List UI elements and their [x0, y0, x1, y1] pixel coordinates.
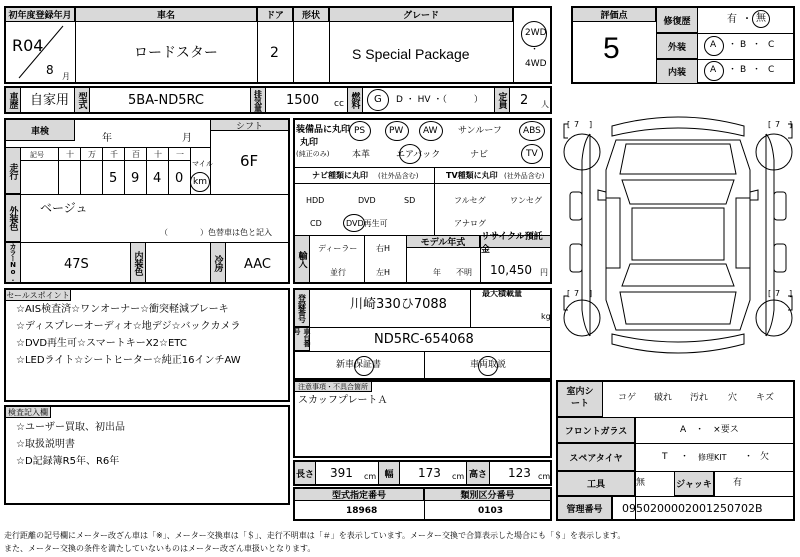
door-label: ドア: [257, 7, 293, 22]
person-unit: 人: [541, 100, 549, 109]
drive-dot: ・: [530, 45, 540, 55]
inspector-label: 検査記入欄: [5, 406, 51, 418]
color-label: 外装色: [7, 206, 18, 230]
pw: PW: [389, 126, 404, 136]
displacement-label: 排気量: [253, 89, 263, 111]
import-dealer: ディーラー: [318, 244, 358, 253]
windshield-value: A ・ ×要ス: [680, 425, 739, 435]
management-value: 0950200002001250702B: [622, 502, 763, 515]
navi-sd: SD: [404, 196, 416, 205]
mileage-digit-6: 0: [175, 171, 184, 186]
mileage-digit-5: 4: [153, 171, 162, 186]
height: 123: [508, 466, 531, 480]
tire-fr-value: 7: [775, 120, 781, 129]
place-4: 百: [132, 150, 140, 159]
sales-points-label: セールスポイント: [6, 290, 70, 300]
management-label: 管理番号: [557, 496, 612, 520]
chassis-label: 車台番号: [293, 328, 311, 346]
jack-label: ジャッキ: [674, 471, 714, 496]
navi: ナビ: [470, 150, 489, 160]
tools-label: 工具: [557, 471, 635, 496]
inspector-line-1: ☆ユーザー買取、初出品: [16, 422, 125, 433]
navi-sub: (社外品含む): [378, 172, 419, 180]
registration-label: 登録番号: [297, 294, 307, 322]
registration-number: 川崎330ひ7088: [350, 297, 447, 312]
first-reg-label: 初年度登録年月: [5, 7, 75, 22]
length-label: 長さ: [294, 461, 316, 485]
footer-line-1: 走行距離の記号欄にメーター改ざん車は「※」、メーター交換車は「＄」、走行不明車は「＃」を表示しています。メーター交換で合算表示した場合にも「＄」を表示します。: [4, 531, 626, 540]
ps: PS: [354, 126, 366, 136]
type-number: 18968: [346, 506, 378, 516]
color-value: ベージュ: [40, 201, 88, 215]
tire-label-fr: [: [768, 120, 772, 129]
yen-unit: 円: [540, 268, 548, 277]
shift: 6F: [240, 152, 259, 170]
notes-label: 注意事項・不具合箇所: [294, 381, 372, 392]
warranty: 新車保証書: [336, 360, 382, 370]
import-left-h: 左H: [376, 268, 391, 277]
car-name: ロードスター: [134, 45, 218, 61]
capacity-label: 定員: [496, 92, 507, 108]
inspection-label: 車検: [5, 119, 75, 141]
inspection-month-unit: 月: [182, 133, 192, 144]
tire-rl-bracket: ]: [589, 289, 593, 298]
place-1: 十: [66, 150, 74, 159]
interior-a: A: [710, 65, 717, 75]
mile-label: マイル: [192, 160, 213, 168]
exterior-dot2: ・: [752, 40, 762, 50]
tv-type-sub: (社外品含む): [504, 172, 545, 180]
exterior-a: A: [710, 40, 717, 50]
navi-dvd: DVD: [358, 196, 376, 205]
spare-dot1: ・: [680, 452, 690, 462]
equipment-maru: 丸印: [300, 138, 319, 148]
score-value: 5: [603, 32, 620, 65]
tire-fl-bracket: ]: [589, 120, 593, 129]
exterior-c: C: [768, 40, 775, 50]
mileage-digit-4: 9: [131, 171, 140, 186]
km-label: km: [193, 177, 207, 187]
car-name-label: 車名: [75, 7, 257, 22]
width: 173: [418, 466, 441, 480]
sheet-item-4: 穴: [728, 393, 738, 403]
shape-label: 形状: [293, 7, 329, 22]
exterior-b: B: [740, 40, 747, 50]
height-unit: cm: [538, 472, 551, 481]
tv-analog: アナログ: [454, 219, 486, 228]
tire-rr-bracket: ]: [789, 289, 793, 298]
equipment-label: 装備品に丸印: [296, 125, 351, 135]
interior-dot2: ・: [752, 65, 762, 75]
width-unit: cm: [452, 472, 465, 481]
color-no: 47S: [64, 257, 89, 272]
car-damage-diagram: [560, 100, 796, 370]
navi-label: ナビ種類に丸印: [312, 171, 368, 180]
place-5: 十: [154, 150, 162, 159]
tire-label-rl: [: [567, 289, 571, 298]
length: 391: [330, 466, 353, 480]
interior-sheet-label: 室内シート: [566, 387, 594, 409]
place-3: 千: [110, 150, 118, 159]
interior-color-label: 内装色: [132, 250, 143, 275]
usage-label: 車歴: [7, 92, 18, 108]
spare-repair-kit: 修理KIT: [698, 453, 727, 462]
capacity: 2: [520, 93, 529, 108]
mileage-label: 走行: [7, 162, 18, 179]
fuel-label: 燃料: [349, 92, 360, 108]
mileage-symbol-label: 記号: [30, 151, 44, 159]
sheet-item-2: 破れ: [654, 393, 673, 403]
tv-oneseg: ワンセグ: [510, 196, 542, 205]
month-unit: 月: [62, 72, 70, 81]
doors: 2: [270, 45, 279, 61]
first-reg-month: 8: [46, 63, 54, 77]
place-6: 一: [176, 150, 184, 159]
equipment-sub-label: (純正のみ): [296, 150, 330, 158]
navi-hdd: HDD: [306, 196, 325, 205]
repair-yes: 有: [727, 14, 737, 25]
tire-rl-value: 7: [574, 289, 580, 298]
first-reg-era: R04: [12, 36, 44, 55]
place-2: 万: [88, 150, 96, 159]
sales-line-3: ☆DVD再生可☆スマートキーX2☆ETC: [16, 338, 187, 349]
import-label: 輸入: [296, 251, 307, 267]
footer-line-2: また、メーター交換の条件を満たしていないものはメーター改ざん車扱いとなります。: [4, 544, 316, 553]
navi-dvd-play: DVD再生可: [346, 219, 388, 228]
inspector-line-3: ☆D記録簿R5年、R6年: [16, 456, 120, 467]
exterior-label: 外装: [656, 33, 698, 59]
tv-type-label: TV種類に丸印: [446, 171, 498, 180]
recycle-label: リサイクル預託金: [480, 235, 551, 248]
notes-text: スカッフプレートＡ: [298, 395, 388, 406]
tv: TV: [526, 149, 538, 159]
manual: 車両取説: [470, 360, 507, 370]
import-right-h: 右H: [376, 244, 391, 253]
tire-label-fl: [: [567, 120, 571, 129]
interior-c: C: [768, 65, 775, 75]
inspector-frame: [4, 405, 290, 505]
interior-sheet-label-cell: [557, 381, 603, 417]
jack-value: 有: [733, 478, 743, 488]
repair-dot: ・: [742, 14, 752, 25]
ac-label: 冷房: [212, 254, 223, 271]
width-label: 幅: [378, 461, 400, 485]
repair-history-label: 修復歴: [656, 7, 698, 33]
interior-b: B: [740, 65, 747, 75]
exterior-dot1: ・: [728, 40, 738, 50]
grade: S Special Package: [352, 46, 470, 62]
recycle-amount: 10,450: [490, 263, 532, 277]
interior-label: 内装: [656, 59, 698, 84]
sheet-item-5: キズ: [756, 393, 774, 403]
drive-2wd: 2WD: [525, 28, 547, 38]
grade-label: グレード: [329, 7, 513, 22]
sales-line-1: ☆AIS検査済☆ワンオーナー☆衝突軽減ブレーキ: [16, 304, 229, 315]
spare-tire-label: スペアタイヤ: [557, 443, 635, 471]
fuel-g: G: [374, 94, 382, 105]
leather: 本革: [352, 150, 371, 160]
mileage-digit-3: 5: [109, 171, 118, 186]
category-number: 0103: [478, 506, 504, 516]
windshield-label: フロントガラス: [557, 417, 635, 443]
kg-unit: kg: [541, 312, 551, 321]
usage: 自家用: [30, 93, 70, 108]
shift-label: シフト: [210, 119, 289, 131]
ac-value: AAC: [244, 257, 271, 272]
category-label: 類別区分番号: [424, 488, 551, 501]
fuel-options: D ・ HV ・（ ）: [396, 95, 483, 105]
tire-rr-value: 7: [775, 289, 781, 298]
spare-t: T: [662, 452, 668, 462]
spare-dot2: ・: [744, 452, 754, 462]
tire-fr-bracket: ]: [789, 120, 793, 129]
length-unit: cm: [364, 472, 377, 481]
max-load-label: 最大積載量: [482, 289, 522, 298]
model-year-unknown: 不明: [456, 268, 472, 277]
aw: AW: [423, 126, 438, 136]
cc-unit: cc: [334, 99, 344, 109]
score-label: 評価点: [572, 7, 656, 22]
airbag: エアバック: [396, 150, 441, 160]
tools-value: 無: [636, 478, 646, 488]
type-label: 型式指定番号: [294, 488, 424, 501]
sheet-item-3: 汚れ: [690, 393, 709, 403]
model-year-unit: 年: [433, 268, 441, 277]
model: 5BA-ND5RC: [128, 93, 204, 108]
inspection-year-unit: 年: [102, 133, 112, 144]
navi-cd: CD: [310, 219, 322, 228]
displacement: 1500: [286, 93, 320, 108]
sunroof: サンルーフ: [458, 126, 502, 136]
sheet-item-1: コゲ: [618, 393, 637, 403]
abs: ABS: [523, 126, 541, 136]
color-note: （ ）色替車は色と記入: [160, 228, 272, 237]
import-parallel: 並行: [330, 268, 346, 277]
tv-fullseg: フルセグ: [454, 196, 486, 205]
drive-4wd: 4WD: [525, 59, 547, 69]
sales-line-2: ☆ディスプレーオーディオ☆地デジ☆バックカメラ: [16, 321, 241, 332]
tire-fl-value: 7: [574, 120, 580, 129]
model-year-label: モデル年式: [406, 235, 480, 248]
sales-line-4: ☆LEDライト☆シートヒーター☆純正16インチAW: [16, 355, 241, 366]
interior-dot1: ・: [728, 65, 738, 75]
repair-no: 無: [756, 13, 766, 24]
model-label: 型式: [76, 92, 87, 108]
color-no-label: カラーNo.: [9, 243, 17, 282]
inspector-line-2: ☆取扱説明書: [16, 439, 75, 450]
height-label: 高さ: [466, 461, 490, 485]
spare-none: 欠: [760, 452, 770, 462]
chassis-number: ND5RC-654068: [374, 332, 474, 347]
tire-label-rr: [: [768, 289, 772, 298]
